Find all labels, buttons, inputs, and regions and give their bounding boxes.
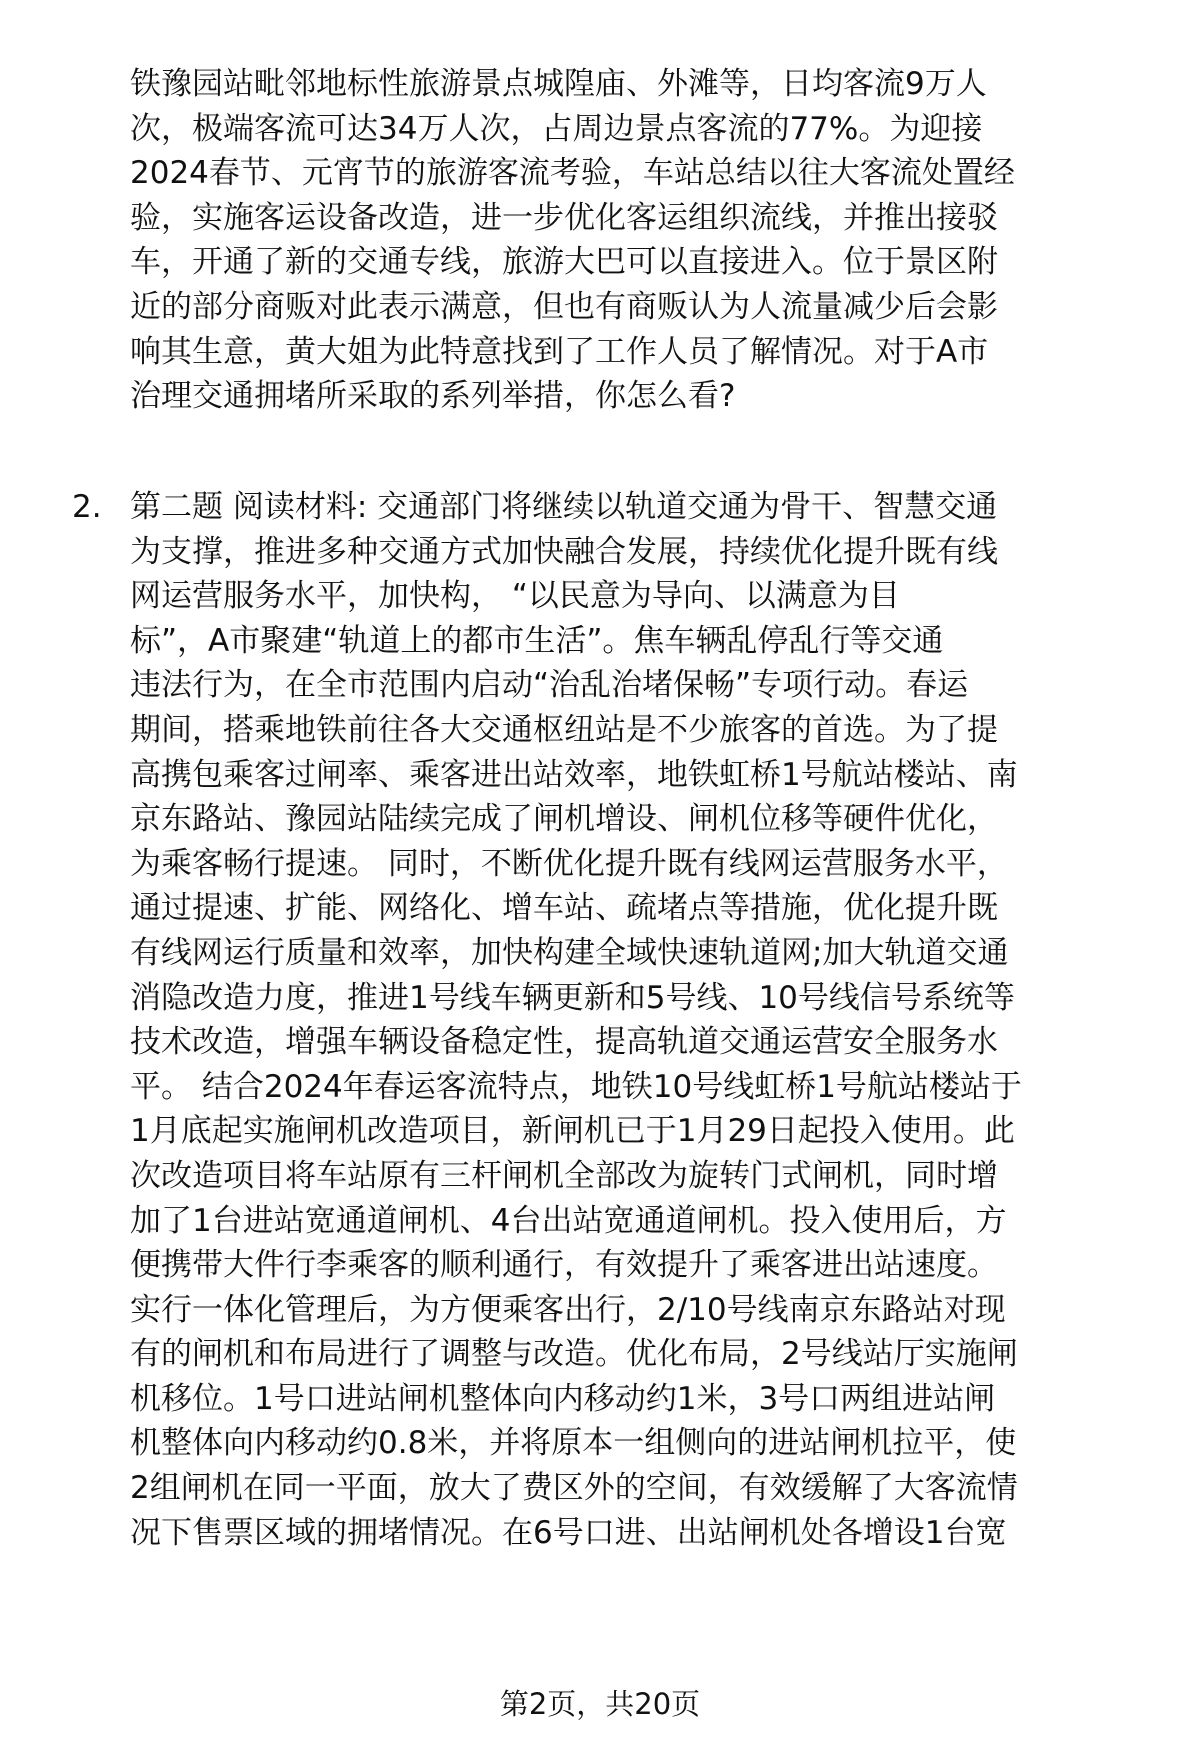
- text-line: 次改造项目将车站原有三杆闸机全部改为旋转门式闸机，同时增: [130, 1157, 998, 1194]
- text-line: 期间，搭乘地铁前往各大交通枢纽站是不少旅客的首选。为了提: [130, 711, 998, 748]
- text-line: 机整体向内移动约0.8米，并将原本一组侧向的进站闸机拉平，使: [130, 1425, 1017, 1462]
- text-line: 有线网运行质量和效率，加快构建全域快速轨道网;加大轨道交通: [130, 934, 1009, 971]
- text-line: 通过提速、扩能、网络化、增车站、疏堵点等措施，优化提升既: [130, 890, 998, 927]
- text-line: 平。 结合2024年春运客流特点，地铁10号线虹桥1号航站楼站于: [130, 1068, 1022, 1105]
- text-line: 况下售票区域的拥堵情况。在6号口进、出站闸机处各增设1台宽: [130, 1514, 1007, 1551]
- text-line: 响其生意，黄大姐为此特意找到了工作人员了解情况。对于A市: [130, 333, 989, 370]
- text-line: 加了1台进站宽通道闸机、4台出站宽通道闸机。投入使用后，方: [130, 1202, 1007, 1239]
- text-line: 1月底起实施闸机改造项目，新闸机已于1月29日起投入使用。此: [130, 1113, 1015, 1150]
- text-line: 网运营服务水平，加快构， “以民意为导向、以满意为目: [130, 578, 900, 615]
- text-line: 验，实施客运设备改造，进一步优化客运组织流线，并推出接驳: [130, 199, 998, 236]
- text-line: 第二题 阅读材料: 交通部门将继续以轨道交通为骨干、智慧交通: [130, 489, 998, 525]
- question-1-continuation: [130, 62, 1150, 419]
- text-line: 有的闸机和布局进行了调整与改造。优化布局，2号线站厅实施闸: [130, 1336, 1018, 1373]
- text-line: 机移位。1号口进站闸机整体向内移动约1米，3号口两组进站闸: [130, 1380, 996, 1417]
- text-line: 铁豫园站毗邻地标性旅游景点城隍庙、外滩等，日均客流9万人: [130, 66, 987, 102]
- text-line: 技术改造，增强车辆设备稳定性，提高轨道交通运营安全服务水: [130, 1024, 998, 1061]
- question-number: 2.: [72, 489, 102, 525]
- page-footer: 第2页，共20页: [499, 1687, 701, 1721]
- text-line: 车，开通了新的交通专线，旅游大巴可以直接进入。位于景区附: [130, 244, 998, 281]
- text-line: 次，极端客流可达34万人次，占周边景点客流的77%。为迎接: [130, 110, 983, 147]
- text-line: 京东路站、豫园站陆续完成了闸机增设、闸机位移等硬件优化，: [130, 801, 998, 838]
- text-line: 2组闸机在同一平面，放大了费区外的空间，有效缓解了大客流情: [130, 1470, 1018, 1507]
- text-line: 消隐改造力度，推进1号线车辆更新和5号线、10号线信号系统等: [130, 979, 1015, 1016]
- text-line: 高携包乘客过闸率、乘客进出站效率，地铁虹桥1号航站楼站、南: [130, 756, 1018, 793]
- text-line: 为支撑，推进多种交通方式加快融合发展，持续优化提升既有线: [130, 533, 998, 570]
- text-line: 违法行为，在全市范围内启动“治乱治堵保畅”专项行动。春运: [130, 667, 969, 704]
- question-body: [130, 485, 1150, 1555]
- text-line: 为乘客畅行提速。 同时，不断优化提升既有线网运营服务水平，: [130, 845, 1008, 882]
- text-line: 治理交通拥堵所采取的系列举措，你怎么看?: [130, 378, 736, 415]
- text-line: 便携带大件行李乘客的顺利通行，有效提升了乘客进出站速度。: [130, 1247, 998, 1284]
- text-line: 标”，A市聚建“轨道上的都市生活”。焦车辆乱停乱行等交通: [130, 622, 944, 659]
- text-line: 实行一体化管理后，为方便乘客出行，2/10号线南京东路站对现: [130, 1291, 1006, 1328]
- text-line: 2024春节、元宵节的旅游客流考验，车站总结以往大客流处置经: [130, 155, 1015, 192]
- text-line: 近的部分商贩对此表示满意，但也有商贩认为人流量减少后会影: [130, 288, 998, 325]
